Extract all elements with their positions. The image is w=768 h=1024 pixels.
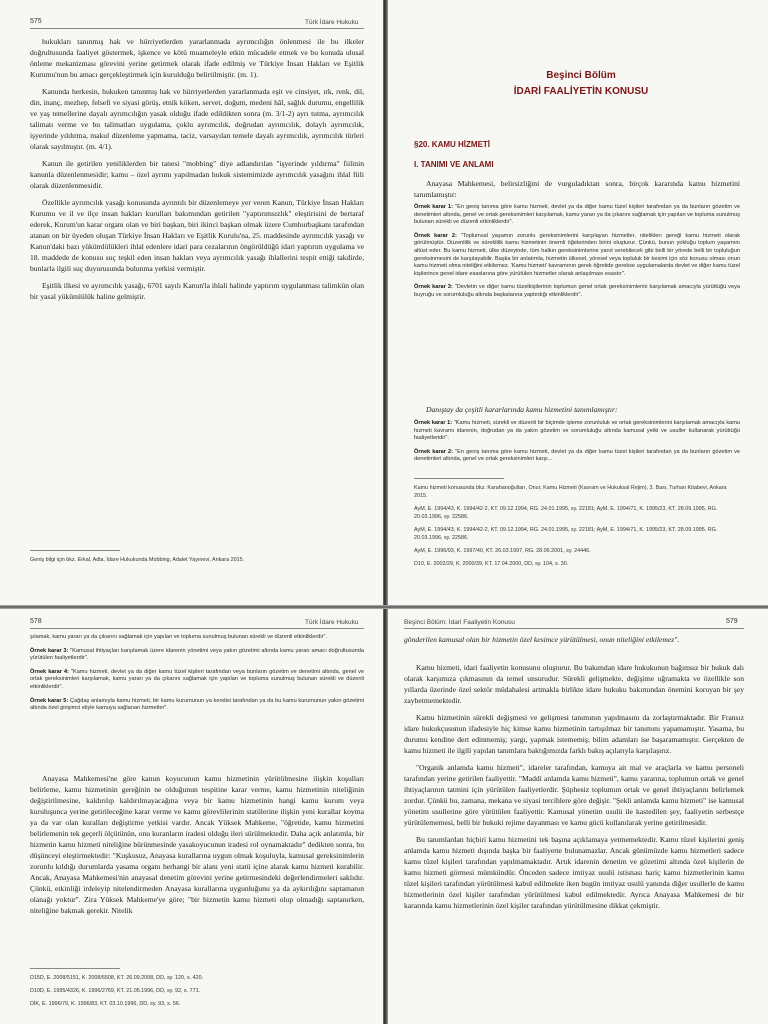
- paragraph: Kamu hizmetinin sürekli değişmesi ve gelişmesi tanımının yapılmasını da zorlaştırmaktadır. Bir Fransız idare hukukçusunun ifadesiyle hiç kimse kamu hizmetinin tartışılmaz bir tanımını yapamamıştır. Yasama, bu durumu kendine dert edinmemiş; yargı, yapmak istememiş; bilim adamları ise başaramamıştır. Gerçekten de kamu hizmeti ile ilgili yapılan tanımlara baktığımızda farklı bakış açılarıyla karşılaşırız.: [404, 713, 744, 755]
- decision-label: Örnek karar 1:: [414, 420, 454, 426]
- chapter-label: Beşinci Bölüm: [546, 70, 616, 81]
- footnote: D15D, E. 2008/5151, K. 2008/6508, KT. 26.09.2008, DD, sy. 120, s. 420.: [30, 975, 204, 981]
- footnote: AyM, E. 1994/43, K. 1994/42-2, KT. 09.12.1994, RG. 24.01.1995, sy. 22181; AyM, E. 1994/71, K. 1995/23, KT. 28.09.1995, RG. 20.03.1996, sy. 22586.: [414, 506, 718, 520]
- decision-text: "Kamusal ihtiyaçları karşılamak üzere idarenin yönetimi veya yakın gözetimi altında kamu yararı amacı doğrultusunda yürütülen faaliyetlerdir".: [30, 647, 364, 662]
- decision-text: Çağdaş anlamıyla kamu hizmeti, bir kamu kurumunun ya kendisi tarafından ya da bu kamu kurumunun yakın gözetimi altında özel girişimci eliyle kamuya sağlanan hizmetler".: [30, 697, 364, 712]
- decision-item: [414, 449, 740, 464]
- decision-text: "Kamu hizmeti, sürekli ve düzenli bir biçimde işleme zorunluluk ve ortak gereksinimlerini karşılamak amacıyla kamu hizmeti kavramı idarenin, doğrudan ya da yakın gözetim ve sorumluluğu altında kamusal yetki ve usuller kullanarak yürüttüğü faaliyetleridir".: [414, 420, 740, 442]
- page-576: [386, 0, 768, 606]
- footnotes: [414, 484, 740, 573]
- page-579: [386, 608, 768, 1024]
- running-head: Beşinci Bölüm: İdari Faaliyetin Konusu: [404, 619, 515, 626]
- decision-text: "Devletin ve diğer kamu tüzelkişilerinin toplumun genel ortak gereksinimlerini karşılamak amacıyla yürüttüğü veya buyruğu ve sorumluluğu altında başkalarına yaptırdığı etkinliklerdir".: [414, 284, 740, 298]
- paragraph: Kamu hizmeti, idari faaliyetin konusunu oluşturur. Bu bakımdan idare hukukunun bağımsız bir hukuk dalı olarak karşımıza çıkmasının da temel unsurudur. Sürekli gelişmekte, değişime uğramakta ve özellikle son yıllarda üzerinde özel sektör müdahalesi artmakla birlikte idare hukuku bakımından önemini koruyan bir şey zaybetmemektedir.: [404, 663, 744, 705]
- book-spine-shadow: [383, 0, 388, 1024]
- footnote: AyM, E. 1996/93, K. 1997/40, KT. 26.03.1997, RG. 28.06.2001, sy. 24446.: [414, 548, 591, 554]
- decision-text: "En geniş tanıma göre kamu hizmeti, devlet ya da diğer kamu tüzel kişileri tarafından ya da bunların gözetim ve denetimleri altında, genel ve ortak gereksinimleri karşı...: [414, 448, 740, 463]
- footnote: AyM, E. 1994/43, K. 1994/42-2, KT. 09.12.1994, RG. 24.01.1995, sy. 22181; AyM, E. 1994/71, K. 1995/23, KT. 28.09.1995, RG. 20.03.1996, sy. 22586.: [414, 527, 718, 541]
- decision-text: "Toplumsal yaşamın zorunlu gereksinimlerini karşılayan hizmetler, niteliklerı gereği kamu hizmeti olarak görülmüştür. Düzenlilik ve süreklilik kamu hizmetinin önemli öğelerinden birini oluşturur. Çünkü, bunun yokluğu toplum yaşamını altüst eder. Bu kamu hizmeti, ülke düzeyinde, tüm halkın gereksinimlerine yanıt verebilecek gibi belli bir yörede belli bir topluluğun gereksinmesini de karşılayabilir. Başka bir anlatımla, hizmetin ülkesel, yöresel veya topluluk bir kesimi için söz konusu olması onun kamu hizmeti olma niteliğini etkilemez. 'Kamu hizmeti' kavramının gerek öğretide gerekse uygulamalarda devlet ve diğer kamu tüzel kişilerince genel idare esaslarına göre yürütülen hizmetler olarak anlaşılması esastır".: [414, 232, 740, 277]
- paragraph: "Organik anlamda kamu hizmeti", idareler tarafından, kamuya ait mal ve araçlarla ve kamu personeli tarafından yerine getirilen faaliyettir. "Maddi anlamda kamu hizmeti", kamu yararına, toplumun ortak ve genel ihtiyaçlarının tatmini için yürütülen faaliyetlerdir. Şüphesiz toplumun ortak ve genel ihtiyaçlarını belirlemek zordur. Çünkü bu, zamana, mekana ve siyasi tercihlere göre değişir. "Şekli anlamda kamu hizmeti" ise kamusal yönetim usullerine göre yürütülen faaliyettir. Kamusal yönetim usulü ile kastedilen şey, faaliyetin serbestçe yürütülememesi, belli bir hukuki rejime dayanması ve kamu gücü kullanılarak yerine getirilmesidir.: [404, 763, 744, 827]
- page-number: 579: [726, 618, 738, 625]
- paragraph: Kanunda herkesin, hukuken tanınmış hak ve hürriyetlerden yararlanmada eşit ve cinsiyet, ırk, renk, dil, din, inanç, mezhep, felsefi ve siyasi görüş, etnik köken, servet, doğum, medeni hâl, sağlık durumu, engellilik ve yaş temellerine dayalı ayrımcılığın yasak olduğu ifade edildikten sonra (m. 3/1-2) ayrı tutma, ayrımcılık talimatı verme ve bu talimatları uygulama, çoklu ayrımcılık, doğrudan ayrımcılık, dolaylı ayrımcılık, işyerinde yıldırma, makul düzenleme yapmama, taciz, varsayılan temele dayalı ayrımcılık, ayrımcılık türleri olarak sayılmıştır. (m. 4/1).: [30, 87, 364, 151]
- footnote: D10, E. 2002/29, K. 2000/39, KT. 17.04.2000, DD, sy. 104, s. 30.: [414, 561, 569, 567]
- page-575: [0, 0, 385, 606]
- paragraph: Eşitlik ilkesi ve ayrımcılık yasağı, 6701 sayılı Kanun'la ihlali halinde yaptırım uygulanması talimkün olan bir yasal yükümlülük haline gelmiştir.: [30, 281, 364, 301]
- running-head: Türk İdare Hukuku: [305, 619, 359, 626]
- main-paragraph: Anayasa Mahkemesi'ne göre kanun koyucunun kamu hizmetinin yürütülmesine ilişkin koşulları belirleme, kamu hizmetinin gereğinin ne olduğunun tespitine karar verme, kamu hizmetinin niteliğinin değiştirilmesine, kaldırılıp kaldırılmayacağına veya bir kamu hizmetinin hangi kamu kurum veya kuruluşunca yerine getirileceğine karar verme ve kamu görevlilerinin statülerine ilişkin yeni kurallar koyma ya da var olan kuralları değiştirme yetkisi vardır. Ancak Yüksek Mahkeme, "öğretide, kamu hizmetini belirlemenin tek geçerli ölçütünün, onu kuranların iradesi olduğu ileri sürülmektedir. Daha açık anlatımla, bir hizmetin kamu hizmeti niteliğine bürünmesinde yasakoyucunun iradesi rol oynamaktadır" dedikten sonra, bu düşünceyi eleştirmektedir: "Kuşkusuz, Anayasa kurallarına uygun olmak koşuluyla, kamusal gereksinimlerin zorunlu kıldığı durumlarda yasama organı herhangi bir alanı yeni statü içine alarak kamu hizmeti kurabilir. Ancak, Anayasa Mahkemesi'nin anayasal denetim görevini yerine getirmesindeki değerlendirmeleri saklıdır. Çünkü, etkinliği irdeleyip nitelendirmeden Anayasa kurallarına uygunluğunu ya da aykırılığını saptamanın olanağı yoktur". Zira Yüksek Mahkeme'ye göre; "bir hizmetin kamu hizmeti olup olmadığı saptanırken, niteliğine bakmak gerekir. Nitelik: [30, 774, 364, 915]
- decision-text: "Kamu hizmeti, devlet ya da diğer kamu tüzel kişileri tarafından veya bunların gözetim ve denetimi altında, genel ve ortak gereksinimleri karşılamak, kamu yararı ya da çıkarını sağlamak için yapılan ve topluma sunulmuş bulunan sürekli ve düzenli etkinliklerdir".: [30, 668, 364, 690]
- danistay-intro: Danıştay da çeşitli kararlarında kamu hizmetini tanımlamıştır:: [426, 405, 618, 414]
- court-decisions-aym: [414, 204, 740, 306]
- quote-continuation: gönderilen kamusal olan bir hizmetin özel kesimce yürütülmesi, onun niteliğini etkilemez".: [404, 635, 680, 644]
- decision-label: Örnek karar 5:: [30, 697, 70, 704]
- page-body: [404, 662, 744, 917]
- decision-item: [414, 284, 740, 299]
- decision-label: Örnek karar 4:: [30, 668, 71, 675]
- decision-label: Örnek karar 3:: [414, 284, 455, 291]
- decision-item: [30, 669, 364, 692]
- decision-item: [414, 233, 740, 279]
- court-decisions-danistay: [414, 420, 740, 470]
- footnote: Geniş bilgi için bkz. Erkal, Adla, İdare Hukukunda Mobbing, Adalet Yayınevi, Ankara 2015.: [30, 557, 245, 563]
- decision-item: [414, 420, 740, 443]
- decision-continuation: şılamak, kamu yararı ya da çıkarını sağlamak için yapılan ve topluma sunulmuş bulunan sürekli ve düzenli etkinliklerdir".: [30, 634, 328, 640]
- court-decisions: [30, 634, 364, 719]
- subsection-title: I. TANIMI VE ANLAMI: [414, 160, 494, 169]
- running-head: Türk İdare Hukuku: [305, 19, 359, 26]
- footnote: Kamu hizmeti konusunda bkz. Karahanoğulları, Onur, Kamu Hizmeti (Kavram ve Hukuksal Rejim), 3. Bası, Turhan Kitabevi, Ankara 2015.: [414, 485, 727, 499]
- scan-divider: [0, 605, 768, 609]
- decision-label: Örnek karar 3:: [30, 647, 71, 654]
- footnotes: [30, 974, 364, 1013]
- paragraph: Bu tanımlardan hiçbiri kamu hizmetini tek başına açıklamaya yetmemektedir. Kamu tüzel kişilerini geniş anlamda kamu hizmeti dışında başka bir faaliyette bulunamazlar. Ancak günümüzde kamu hizmetleri sadece kamu tüzel kişileri tarafından yapılmamaktadır. Artık idarenin denetim ve gözetimi altında özel kişilerin de kamu hizmeti görmesi mümkündür. Önceden sadece imtiyaz usulü istisnası hariç kamu hizmetlerinin kamu tüzel kişileri tarafından yürütülmesi kabul edilmekte iken bugün imtiyaz usulü yanında diğer usullerle de kamu hizmetlerinin özel kişiler tarafından yürütülmesi kabul edilmektedir. Ayrıca Anayasa Mahkemesi de bir kararında kamu hizmetlerinin özel kişiler tarafından yürütülmesine dikkat çekmiştir.: [404, 835, 744, 910]
- decision-label: Örnek karar 2:: [414, 232, 461, 239]
- intro-text: Anayasa Mahkemesi, belirsizliğini de vurguladıktan sonra, birçok kararında kamu hizmetini tanımlamıştır:: [414, 179, 740, 199]
- decision-item: [30, 648, 364, 663]
- decision-item: [30, 698, 364, 713]
- page-578: [0, 608, 385, 1024]
- page-number: 575: [30, 18, 42, 25]
- section-title: §20. KAMU HİZMETİ: [414, 140, 491, 149]
- footnote: D10D, E. 1995/4326, K. 1996/2769, KT. 21.05.1996, DD, sy. 92, s. 771.: [30, 988, 201, 994]
- paragraph: Özellikle ayrımcılık yasağı konusunda ayrıntılı bir düzenlemeye yer veren Kanun, Türkiye İnsan Hakları Kurumu ve il ve ilçe insan hakları kurulları bakımından getirilen "yaptırımsızlık" eleştirisini de bertaraf ederek, Kurum'un karar organı olan ve biri başkan, biri ikinci başkan olmak üzere Cumhurbaşkanı tarafından atanan on bir üyeden oluşan Türkiye İnsan Hakları ve Eşitlik Kurulu'na, 25. maddesinde ayrımcılık yasağı ve Kanun'daki bazı yükümlülükleri ihlal edenlere idari para cezalarının öngörüldüğü idari yaptırım uygulama ve 18. maddede de konusu suç teşkil eden insan hakları veya ayrımcılık yasağı ihlallerini tespit ettiği takdirde, bunlarla ilgili suç duyurusunda bulunma yetkisi vermiştir.: [30, 198, 364, 273]
- decision-label: Örnek karar 2:: [414, 448, 456, 455]
- footnote: DİK, E. 1996/79, K. 1996/83, KT. 03.10.1996, DD, sy. 93, s. 56.: [30, 1001, 181, 1007]
- decision-item: [414, 204, 740, 227]
- decision-text: "En geniş tanıma göre kamu hizmeti, devlet ya da diğer kamu tüzel kişileri tarafından ya da bunların gözetim ve denetimleri altında, genel ve ortak gereksinimleri karşılamak, kamu yararı ya da çıkarını sağlamak için yapılan ve topluma sunulmuş bulunan sürekli ve düzenli etkinliklerdir".: [414, 204, 740, 226]
- paragraph: Kanun ile getirilen yeniliklerden bir tanesi "mobbing" diye adlandırılan "işyerinde yıldırma" fiilinin kanunla düzenlenmesidir; kamu – özel ayrımı yapılmadan hukuk sistemimizde ayrımcılık yasağını ihlal fiili olarak düzenlenmesidir.: [30, 159, 364, 190]
- page-number: 578: [30, 618, 42, 625]
- chapter-title: İDARİ FAALİYETİN KONUSU: [513, 86, 649, 97]
- decision-label: Örnek karar 1:: [414, 204, 456, 210]
- paragraph: hukukları tanınmış hak ve hürriyetlerden yararlanmada ayrımcılığın önlenmesi ile bu ilkeler doğrultusunda faaliyet göstermek, işkence ve kötü muameleyle etkin mücadele etmek ve bu konuda ulusal önleme mekanizması görevini yerine getirmek olarak ifade edilmiş ve Türkiye İnsan Hakları ve Eşitlik Kurumu'nun bu amacı gerçekleştirmek için kurulduğu belirtilmiştir. (m. 1).: [30, 37, 364, 79]
- page-body: [30, 36, 364, 308]
